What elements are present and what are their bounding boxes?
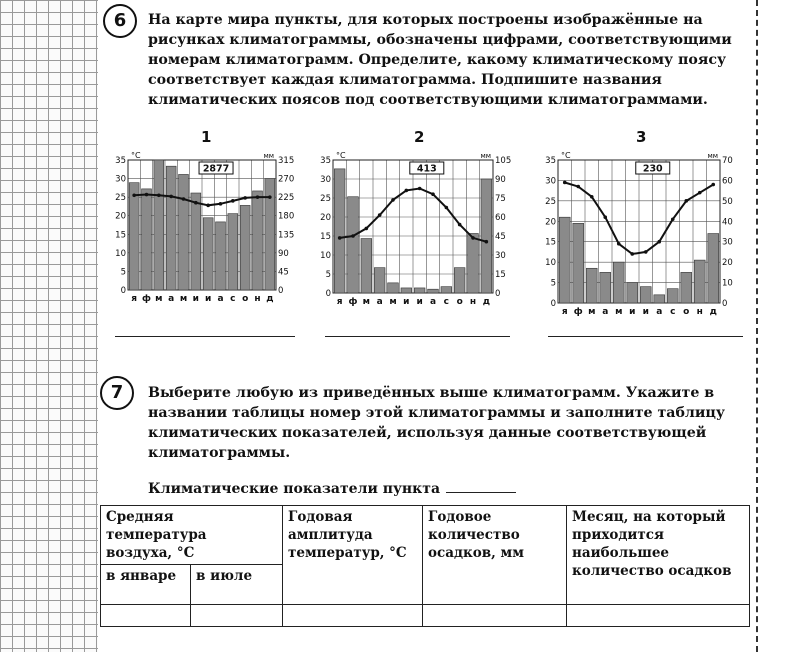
temp-tick-label: 30 — [545, 176, 556, 187]
precip-bar — [129, 183, 139, 290]
month-label: с — [670, 307, 676, 317]
precip-bar — [441, 287, 452, 293]
temperature-point — [644, 250, 648, 254]
month-label: о — [683, 307, 690, 317]
month-label: и — [642, 307, 649, 317]
annual-precip-label: 2877 — [202, 163, 230, 175]
temp-tick-label: 0 — [325, 289, 331, 299]
precip-tick-label: 60 — [495, 213, 506, 223]
precip-bar — [468, 233, 479, 293]
precip-bar — [654, 295, 665, 303]
precip-bar — [253, 191, 263, 290]
header-july: в июле — [191, 565, 283, 605]
precip-tick-label: 60 — [722, 176, 733, 187]
temperature-point — [711, 183, 715, 187]
header-january: в январе — [101, 565, 191, 605]
answer-line-3[interactable] — [548, 336, 743, 337]
temperature-point — [243, 196, 247, 200]
climatogram-3 — [538, 148, 743, 320]
month-label: и — [192, 294, 199, 304]
month-label: м — [389, 297, 397, 306]
month-label: и — [205, 294, 212, 304]
precip-tick-label: 0 — [278, 286, 284, 296]
precip-bar — [613, 262, 624, 303]
temperature-point — [365, 227, 369, 231]
annual-precip-label: 230 — [642, 163, 663, 175]
header-precip: Годовое количество осадков, мм — [423, 506, 567, 605]
precip-bar — [166, 166, 176, 290]
precip-bar — [142, 189, 152, 290]
temp-tick-label: 0 — [550, 299, 556, 309]
precip-bar — [481, 179, 492, 293]
temp-tick-label: 20 — [320, 213, 331, 223]
annual-precip-label: 413 — [416, 163, 437, 175]
question-6-number: 6 — [103, 4, 137, 38]
cell-january[interactable] — [101, 605, 191, 627]
temp-tick-label: 30 — [115, 174, 126, 185]
precip-bar — [228, 214, 238, 290]
precip-tick-label: 50 — [722, 196, 733, 207]
temperature-point — [182, 197, 186, 201]
temperature-point — [132, 193, 136, 197]
temperature-point — [431, 192, 435, 196]
precip-bar — [586, 268, 597, 303]
temperature-point — [268, 195, 272, 199]
month-label: м — [615, 307, 623, 317]
precip-unit-label: мм — [480, 152, 491, 160]
precip-bar — [334, 169, 345, 293]
answer-line-2[interactable] — [325, 336, 510, 337]
temperature-point — [169, 195, 173, 199]
temp-unit-label: °C — [561, 151, 571, 160]
month-label: и — [403, 297, 410, 306]
precip-bar — [428, 289, 439, 293]
month-label: м — [362, 297, 371, 306]
temperature-point — [418, 187, 422, 191]
temperature-point — [351, 234, 355, 238]
precip-tick-label: 30 — [495, 251, 506, 261]
month-label: м — [155, 294, 163, 304]
month-label: ф — [142, 294, 151, 304]
temp-tick-label: 20 — [545, 217, 556, 228]
cell-amplitude[interactable] — [283, 605, 423, 627]
month-label: и — [629, 307, 636, 317]
month-label: с — [443, 297, 450, 306]
temperature-point — [603, 215, 607, 219]
temp-tick-label: 15 — [545, 237, 556, 248]
precip-tick-label: 15 — [495, 270, 506, 280]
precip-bar — [694, 260, 705, 303]
precip-bar — [573, 223, 584, 303]
precip-tick-label: 0 — [722, 299, 728, 309]
cut-line — [756, 0, 758, 652]
month-label: я — [131, 294, 138, 304]
precip-tick-label: 30 — [722, 237, 733, 248]
temp-unit-label: °C — [336, 151, 346, 160]
month-label: я — [561, 307, 568, 317]
precip-bar — [600, 272, 611, 303]
precip-bar — [414, 288, 425, 293]
climatogram-1 — [112, 148, 302, 306]
precip-tick-label: 315 — [278, 156, 295, 166]
q7-line: названии таблицы номер этой климатограммы и заполните таблицу — [148, 405, 725, 421]
month-label: а — [602, 307, 609, 317]
precip-bar — [240, 205, 250, 290]
precip-bar — [179, 174, 189, 290]
temperature-point — [458, 223, 462, 227]
temperature-point — [576, 185, 580, 189]
question-6-text — [148, 10, 748, 110]
header-wettest-month: Месяц, на который приходится наибольшее количество осадков — [567, 506, 750, 605]
temperature-point — [657, 240, 661, 244]
precip-tick-label: 20 — [722, 258, 733, 269]
month-label: ф — [573, 307, 583, 317]
temp-tick-label: 5 — [325, 270, 331, 280]
precip-tick-label: 45 — [278, 267, 289, 278]
chart-3-number: 3 — [636, 128, 647, 146]
month-label: и — [416, 297, 423, 306]
margin-grid — [0, 0, 98, 652]
precip-unit-label: мм — [707, 152, 718, 160]
month-label: с — [230, 294, 236, 304]
temp-tick-label: 35 — [320, 156, 331, 166]
temperature-point — [563, 181, 567, 185]
precip-bar — [454, 268, 465, 293]
month-label: о — [242, 294, 249, 304]
table-caption — [148, 480, 516, 497]
month-label: д — [482, 297, 490, 306]
precip-bar — [203, 218, 213, 290]
precip-tick-label: 75 — [495, 194, 506, 204]
month-label: н — [254, 294, 261, 304]
month-label: а — [376, 297, 383, 306]
header-amplitude: Годовая амплитуда температур, °С — [283, 506, 423, 605]
month-label: а — [168, 294, 175, 304]
table-caption-text: Климатические показатели пункта — [148, 481, 441, 497]
temperature-point — [194, 201, 198, 205]
month-label: д — [709, 307, 717, 317]
temp-tick-label: 15 — [320, 232, 331, 242]
precip-tick-label: 180 — [278, 211, 295, 222]
q7-line: климатических показателей, используя данные соответствующей — [148, 425, 707, 441]
temp-tick-label: 10 — [115, 248, 126, 259]
precip-tick-label: 90 — [278, 248, 289, 259]
temp-tick-label: 10 — [545, 258, 556, 269]
temperature-point — [145, 193, 149, 197]
precip-tick-label: 40 — [722, 217, 733, 228]
cell-precip[interactable] — [423, 605, 567, 627]
climate-table — [100, 505, 750, 627]
caption-blank[interactable] — [446, 480, 516, 493]
temperature-point — [378, 213, 382, 217]
precip-tick-label: 10 — [722, 278, 733, 289]
precip-tick-label: 270 — [278, 174, 295, 185]
temperature-point — [485, 240, 489, 244]
temp-tick-label: 25 — [115, 193, 126, 204]
temperature-point — [671, 217, 675, 221]
chart-2-number: 2 — [414, 128, 425, 146]
precip-bar — [374, 268, 385, 293]
temperature-point — [698, 191, 702, 195]
precip-bar — [361, 239, 372, 293]
precip-bar — [708, 234, 719, 303]
temperature-point — [471, 236, 475, 240]
temperature-point — [219, 202, 223, 206]
month-label: а — [429, 297, 437, 306]
temp-unit-label: °C — [131, 151, 141, 160]
temperature-point — [445, 206, 449, 210]
month-label: н — [469, 297, 477, 306]
header-avg-temp: Средняя температура воздуха, °С — [101, 506, 283, 565]
q7-line: климатограммы. — [148, 445, 291, 461]
precip-bar — [667, 289, 678, 303]
temp-tick-label: 15 — [115, 230, 126, 241]
temperature-point — [405, 189, 409, 193]
precip-bar — [640, 287, 651, 303]
temp-tick-label: 35 — [115, 156, 126, 166]
question-7-text — [148, 383, 748, 463]
cell-july[interactable] — [191, 605, 283, 627]
chart-1-number: 1 — [201, 128, 212, 146]
precip-bar — [627, 283, 638, 303]
precip-bar — [388, 283, 399, 293]
climatogram-2 — [315, 148, 520, 306]
answer-line-1[interactable] — [115, 336, 295, 337]
q6-line: На карте мира пункты, для которых построены изображённые на — [148, 12, 703, 28]
month-label: ф — [348, 297, 358, 306]
precip-unit-label: мм — [263, 152, 274, 160]
month-label: я — [336, 297, 343, 306]
temperature-point — [630, 252, 634, 256]
temp-tick-label: 0 — [120, 286, 126, 296]
question-7-number: 7 — [100, 376, 134, 410]
temp-tick-label: 30 — [320, 175, 331, 185]
temp-tick-label: 20 — [115, 211, 126, 222]
temp-tick-label: 5 — [550, 278, 556, 289]
temp-tick-label: 25 — [545, 196, 556, 207]
precip-bar — [348, 197, 359, 293]
temperature-point — [590, 195, 594, 199]
precip-bar — [681, 272, 692, 303]
precip-tick-label: 105 — [495, 156, 512, 166]
precip-tick-label: 135 — [278, 230, 295, 241]
temp-tick-label: 5 — [120, 267, 126, 278]
precip-bar — [216, 222, 226, 290]
temperature-point — [206, 204, 210, 208]
temp-tick-label: 25 — [320, 194, 331, 204]
month-label: а — [656, 307, 663, 317]
temperature-point — [338, 236, 342, 240]
temperature-point — [256, 195, 260, 199]
temperature-point — [391, 198, 395, 202]
precip-tick-label: 0 — [495, 289, 501, 299]
precip-tick-label: 45 — [495, 232, 506, 242]
temperature-point — [617, 242, 621, 246]
precip-bar — [191, 193, 201, 290]
temp-tick-label: 10 — [320, 251, 331, 261]
month-label: о — [456, 297, 463, 306]
precip-bar — [154, 160, 164, 290]
precip-tick-label: 70 — [722, 156, 733, 166]
q6-line: соответствует каждая климатограмма. Подпишите названия — [148, 72, 662, 88]
precip-tick-label: 225 — [278, 193, 295, 204]
precip-bar — [559, 217, 570, 303]
temperature-point — [684, 199, 688, 203]
precip-tick-label: 90 — [495, 175, 506, 185]
month-label: д — [266, 294, 274, 304]
temp-tick-label: 35 — [545, 156, 556, 166]
precip-bar — [401, 288, 412, 293]
q6-line: номерам климатограмм. Определите, какому климатическому поясу — [148, 52, 727, 68]
month-label: м — [179, 294, 188, 304]
q6-line: рисунках климатограммы, обозначены цифрами, соответствующими — [148, 32, 732, 48]
month-label: н — [696, 307, 703, 317]
q6-line: климатических поясов под соответствующими климатограммами. — [148, 92, 708, 108]
temperature-point — [157, 193, 161, 197]
temperature-point — [231, 199, 235, 203]
q7-line: Выберите любую из приведённых выше климатограмм. Укажите в — [148, 385, 715, 401]
month-label: м — [588, 307, 596, 317]
cell-wettest-month[interactable] — [567, 605, 750, 627]
precip-bar — [265, 179, 275, 290]
month-label: а — [217, 294, 224, 304]
